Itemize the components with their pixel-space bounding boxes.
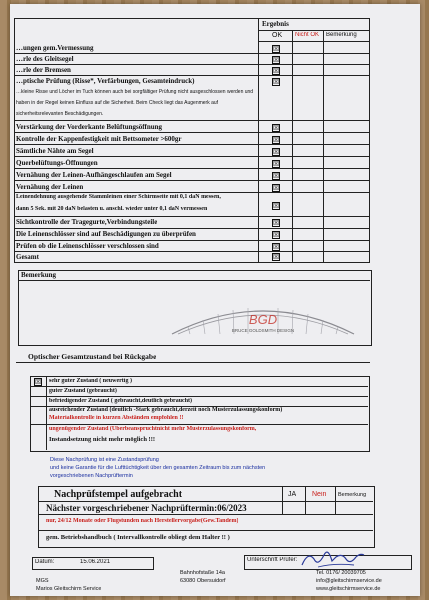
ok-checkbox[interactable]: ☒ [273,172,280,180]
check-label: …rle der Bremsen [16,66,71,74]
col-bemerkung-header: Bemerkung [326,32,357,38]
unterschrift-label: Unterschrift Prüfer: [247,557,298,563]
ok-checkbox[interactable]: ☒ [273,243,280,251]
datum-label: Datum: [35,559,55,565]
disclaimer-line: Diese Nachprüfung ist eine Zustandsprüfung [50,457,159,463]
check-label: Prüfen ob die Leinenschlösser verschlossen sind [16,242,159,250]
col-nicht-ok-header: Nicht OK [295,32,320,38]
interval-notice: nur, 24/12 Monate oder Flugstunden nach Herstellervorgabe(Gew.Tandem) [46,518,239,524]
disclaimer-line: und keine Garantie für die Lufttüchtigkeit über den gesamten Zeitraum bis zum nächsten [50,465,266,471]
ok-checkbox[interactable]: ☒ [273,231,280,239]
check-label: Sämtliche Nähte am Segel [16,147,94,155]
ok-checkbox[interactable]: ☒ [273,136,280,144]
zustand-option: ungenügender Zustand (Überbeanspruchtnicht mehr Musterzulassungskonform, [49,426,257,432]
check-label: …rle des Gleitsegel [16,55,74,63]
note-line: haben in der Regel keinen Einfluss auf die Sicherheit. Beim Check liegt das Augenmerk auf [16,100,219,106]
gesamt-label: Gesamt [16,253,39,261]
ok-checkbox[interactable]: ☒ [273,124,280,132]
bemerkung-label: Bemerkung [21,271,56,279]
next-inspection: Nächster vorgeschriebener Nachprüftermin:06/2023 [46,503,247,513]
zustand-option: ausreichender Zustand (deutlich -Stark gebraucht,derzeit noch Musterzulassungskonform) [49,407,283,413]
bgd-logo [168,294,358,340]
stempel-ja[interactable]: JA [288,491,297,498]
company-line: Marios Gleitschirm Service [36,586,102,592]
optisch-title: Optischer Gesamtzustand bei Rückgabe [28,352,157,361]
stempel-title: Nachprüfstempel aufgebracht [54,489,183,500]
zustand-option: guter Zustand (gebraucht) [49,388,117,394]
col-ok-header: OK [272,32,283,39]
gesamt-checkbox[interactable]: ☒ [273,253,280,261]
check-label: Kontrolle der Kappenfestigkeit mit Bettsometer >600gr [16,135,182,143]
ok-checkbox[interactable]: ☒ [273,148,280,156]
contact-line[interactable]: info@gleitschirmservice.de [316,578,382,584]
contact-line: Tel. 0176/ 20039705 [316,570,366,576]
check-label: Verstärkung der Vorderkante Belüftungsöffnung [16,123,163,131]
ok-checkbox[interactable]: ☒ [273,78,280,86]
check-label: Sichtkontrolle der Tragegurte,Verbindungsteile [16,218,158,226]
ok-checkbox[interactable]: ☒ [273,67,280,75]
contact-line[interactable]: www.gleitschirmservice.de [316,586,381,592]
ok-checkbox[interactable]: ☒ [273,184,280,192]
check-label: Vernähung der Leinen-Aufhängeschlaufen am Segel [16,171,172,179]
zustand-checkbox[interactable]: ☒ [35,378,42,386]
zustand-option: befriedigender Zustand ( gebraucht,deutlich gebraucht) [49,398,193,404]
signature [298,545,368,571]
address-line: Bahnhofstaße 14a [180,570,225,576]
check-label: …ungen gem.Vermessung [16,44,94,52]
check-label: Die Leinenschlösser sind auf Beschädigungen zu überprüfen [16,230,196,238]
inspection-form [10,4,420,596]
leinendehnung-line: Leinendehnung ausgehende Stammleinen einer Schirmseite mit 0,1 daN messen, [16,194,221,200]
zustand-warning: Instandsetzung nicht mehr möglich !!! [49,436,156,443]
leinendehnung-line: dann 5 Sek. mit 20 daN belasten u. anschl. wieder unter 0,1 daN vermessen [16,206,208,212]
logo-text: BRUCE GOLDSMITH DESIGN [231,328,295,333]
zustand-option: sehr guter Zustand ( neuwertig ) [49,378,132,384]
check-label: Querbelüftungs-Öffnungen [16,159,98,167]
note-line: sicherheitsrelevanten Beschädigungen. [16,111,104,117]
disclaimer-line: vorgeschriebenen Nachprüftermin [50,473,133,479]
check-label: Vernähung der Leinen [16,183,84,191]
datum-value: 15.06.2021 [80,559,111,565]
logo-mark: BGD [248,312,278,327]
ok-checkbox[interactable]: ☒ [273,160,280,168]
address-line: 63080 Obersuidorf [180,578,226,584]
check-label: …ptische Prüfung (Risse*, Verfärbungen, Gesamteindruck) [16,77,195,85]
note-line: …kleine Risse und Löcher im Tuch können auch bei sorgfältiger Prüfung nicht ausgeschlossen werden und [16,89,254,95]
ok-checkbox[interactable]: ☒ [273,45,280,53]
ok-checkbox[interactable]: ☒ [273,56,280,64]
stempel-nein[interactable]: Nein [312,491,327,498]
handbuch-notice: gem. Betriebshandbuch ( Intervallkontrolle obliegt dem Halter !! ) [46,534,230,541]
ok-checkbox[interactable]: ☒ [273,219,280,227]
zustand-warning: Materialkontrolle in kurzen Abständen empfohlen !! [49,415,184,421]
stempel-bemerkung: Bemerkung [338,492,367,498]
ergebnis-header: Ergebnis [262,20,289,28]
ok-checkbox[interactable]: ☒ [273,202,280,210]
company-line: MGS [36,578,49,584]
